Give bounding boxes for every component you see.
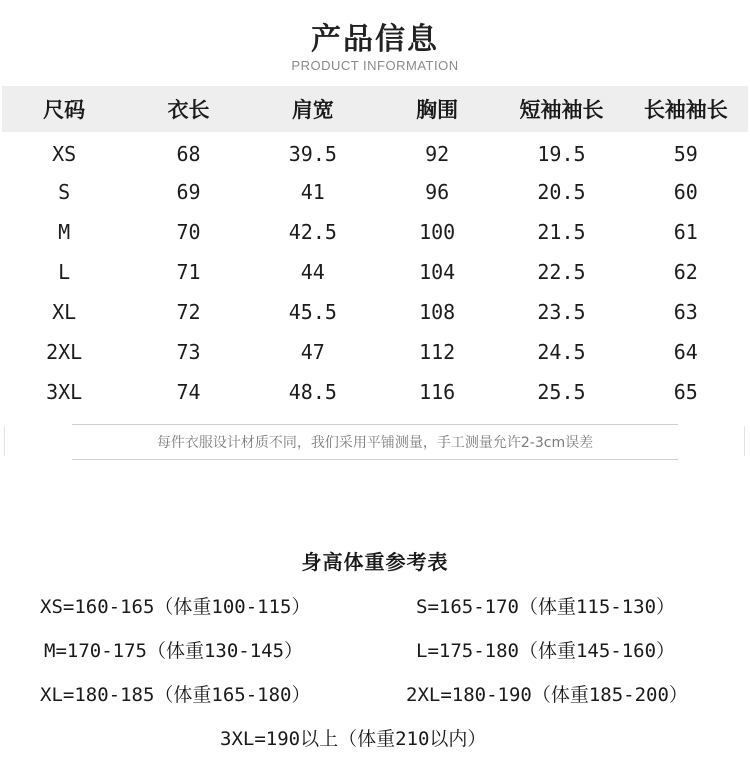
column-header-shoulder: 肩宽 — [291, 98, 334, 122]
table-cell: S — [58, 180, 71, 204]
table-cell: 112 — [419, 340, 456, 364]
table-cell: 100 — [419, 220, 456, 244]
table-cell: 60 — [673, 180, 698, 204]
column-header-short-sleeve: 短袖袖长 — [519, 98, 604, 122]
table-cell: 104 — [419, 260, 456, 284]
table-cell: L — [58, 260, 71, 284]
table-cell: 23.5 — [537, 300, 586, 324]
table-cell: 20.5 — [537, 180, 586, 204]
page-subtitle: PRODUCT INFORMATION — [291, 58, 459, 73]
table-cell: 69 — [176, 180, 201, 204]
table-cell: 2XL — [46, 340, 83, 364]
column-header-length: 衣长 — [167, 98, 210, 122]
table-row — [2, 252, 748, 292]
reference-item-3xl: 3XL=190以上（体重210以内） — [220, 728, 487, 750]
table-cell: 44 — [300, 260, 325, 284]
table-cell: 45.5 — [288, 300, 337, 324]
table-cell: 74 — [176, 380, 201, 404]
reference-item-l: L=175-180（体重145-160） — [416, 640, 676, 662]
table-cell: 96 — [425, 180, 450, 204]
table-cell: 116 — [419, 380, 456, 404]
table-cell: 39.5 — [288, 142, 337, 166]
reference-item-xs: XS=160-165（体重100-115） — [40, 596, 311, 618]
column-header-size: 尺码 — [43, 98, 86, 122]
reference-item-2xl: 2XL=180-190（体重185-200） — [406, 684, 688, 706]
size-table-header-row — [2, 86, 748, 132]
table-cell: 25.5 — [537, 380, 586, 404]
table-cell: 19.5 — [537, 142, 586, 166]
table-row — [2, 372, 748, 412]
table-cell: 63 — [673, 300, 698, 324]
size-table — [2, 86, 748, 412]
table-cell: 21.5 — [537, 220, 586, 244]
reference-title: 身高体重参考表 — [301, 550, 449, 574]
reference-item-s: S=165-170（体重115-130） — [416, 596, 676, 618]
measurement-note: 每件衣服设计材质不同，我们采用平铺测量，手工测量允许2-3cm误差 — [156, 435, 594, 451]
table-row — [2, 292, 748, 332]
note-divider-top — [72, 424, 678, 425]
table-cell: 48.5 — [288, 380, 337, 404]
table-cell: 71 — [176, 260, 201, 284]
table-cell: 62 — [673, 260, 698, 284]
table-cell: 22.5 — [537, 260, 586, 284]
table-row — [2, 172, 748, 212]
table-cell: 3XL — [46, 380, 83, 404]
table-row — [2, 332, 748, 372]
table-cell: 73 — [176, 340, 201, 364]
table-cell: 92 — [425, 142, 450, 166]
table-cell: 47 — [300, 340, 325, 364]
table-cell: 41 — [300, 180, 325, 204]
reference-item-m: M=170-175（体重130-145） — [44, 640, 304, 662]
table-row — [2, 132, 748, 172]
column-header-long-sleeve: 长袖袖长 — [643, 98, 728, 122]
column-header-chest: 胸围 — [416, 98, 459, 122]
table-cell: 24.5 — [537, 340, 586, 364]
note-divider-bottom — [72, 459, 678, 460]
table-cell: 42.5 — [288, 220, 337, 244]
table-cell: 61 — [673, 220, 698, 244]
table-cell: 64 — [673, 340, 698, 364]
table-cell: 70 — [176, 220, 201, 244]
table-cell: 59 — [673, 142, 698, 166]
table-cell: XL — [52, 300, 77, 324]
table-row — [2, 212, 748, 252]
table-cell: 72 — [176, 300, 201, 324]
table-cell: 108 — [419, 300, 456, 324]
page-title: 产品信息 — [311, 22, 439, 57]
table-cell: XS — [52, 142, 77, 166]
reference-item-xl: XL=180-185（体重165-180） — [40, 684, 311, 706]
table-cell: 65 — [673, 380, 698, 404]
table-cell: 68 — [176, 142, 201, 166]
table-cell: M — [58, 220, 71, 244]
